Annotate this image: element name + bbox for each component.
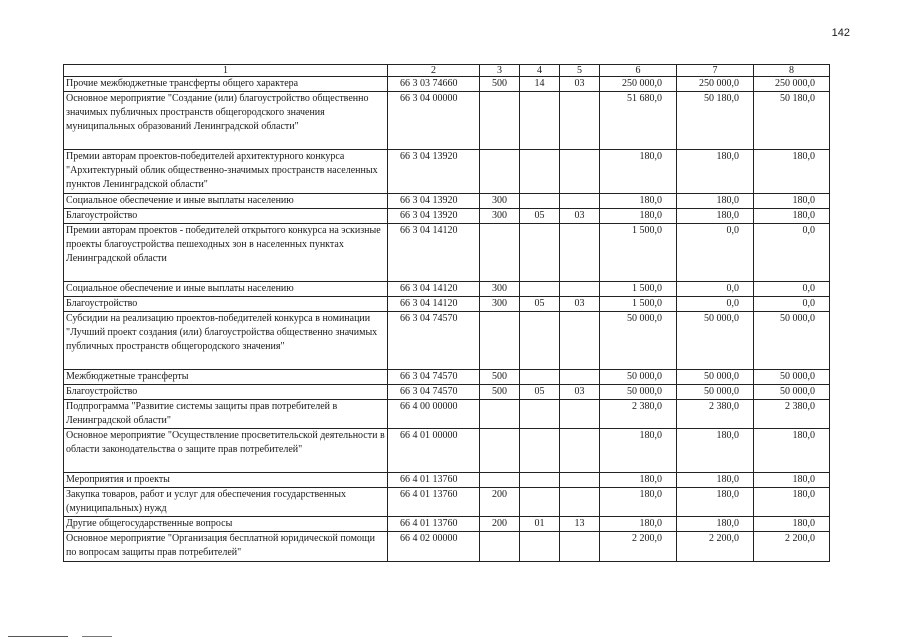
row-amount-col7: 0,0 xyxy=(677,282,754,297)
row-amount-col6: 250 000,0 xyxy=(600,77,677,92)
row-amount-col8: 2 380,0 xyxy=(754,400,830,429)
table-row xyxy=(64,297,830,312)
row-code: 66 4 00 00000 xyxy=(388,400,480,429)
row-amount-col7: 180,0 xyxy=(677,150,754,194)
row-amount-col7: 50 180,0 xyxy=(677,92,754,150)
table-row xyxy=(64,312,830,370)
header-cell-1: 1 xyxy=(64,65,388,77)
row-section xyxy=(520,488,560,517)
header-row xyxy=(64,65,830,77)
row-code: 66 3 04 74570 xyxy=(388,312,480,370)
row-amount-col6: 1 500,0 xyxy=(600,224,677,282)
row-section: 05 xyxy=(520,209,560,224)
row-amount-col6: 180,0 xyxy=(600,517,677,532)
table-body xyxy=(64,65,830,562)
row-amount-col6: 50 000,0 xyxy=(600,370,677,385)
row-amount-col8: 50 000,0 xyxy=(754,312,830,370)
budget-table xyxy=(63,64,830,562)
row-expense-type: 500 xyxy=(480,385,520,400)
row-section xyxy=(520,194,560,209)
table-row xyxy=(64,282,830,297)
row-amount-col7: 250 000,0 xyxy=(677,77,754,92)
row-section xyxy=(520,473,560,488)
row-name: Премии авторам проектов - победителей открытого конкурса на эскизные проекты благоустройства пешеходных зон в населенных пунктах Ленинградской области xyxy=(64,224,388,282)
row-expense-type xyxy=(480,92,520,150)
row-expense-type: 500 xyxy=(480,77,520,92)
row-expense-type xyxy=(480,224,520,282)
row-subsection xyxy=(560,92,600,150)
table-row xyxy=(64,532,830,562)
row-code: 66 3 04 13920 xyxy=(388,209,480,224)
row-amount-col6: 50 000,0 xyxy=(600,385,677,400)
row-section: 05 xyxy=(520,297,560,312)
row-subsection xyxy=(560,150,600,194)
table-row xyxy=(64,385,830,400)
row-expense-type xyxy=(480,400,520,429)
row-amount-col8: 180,0 xyxy=(754,517,830,532)
row-section xyxy=(520,429,560,473)
table-row xyxy=(64,488,830,517)
row-amount-col7: 180,0 xyxy=(677,429,754,473)
header-cell-2: 2 xyxy=(388,65,480,77)
row-amount-col6: 180,0 xyxy=(600,473,677,488)
row-amount-col8: 50 000,0 xyxy=(754,370,830,385)
row-expense-type: 200 xyxy=(480,517,520,532)
row-expense-type xyxy=(480,532,520,562)
row-amount-col6: 51 680,0 xyxy=(600,92,677,150)
row-amount-col8: 180,0 xyxy=(754,473,830,488)
row-amount-col7: 180,0 xyxy=(677,517,754,532)
row-amount-col6: 180,0 xyxy=(600,209,677,224)
row-amount-col6: 180,0 xyxy=(600,194,677,209)
footer-rule xyxy=(8,636,68,637)
row-code: 66 3 04 74570 xyxy=(388,385,480,400)
row-section xyxy=(520,282,560,297)
row-amount-col7: 2 380,0 xyxy=(677,400,754,429)
row-code: 66 4 02 00000 xyxy=(388,532,480,562)
row-amount-col7: 180,0 xyxy=(677,194,754,209)
table-row xyxy=(64,92,830,150)
row-amount-col7: 180,0 xyxy=(677,473,754,488)
row-amount-col6: 2 380,0 xyxy=(600,400,677,429)
table-row xyxy=(64,224,830,282)
row-amount-col8: 0,0 xyxy=(754,224,830,282)
row-subsection xyxy=(560,312,600,370)
row-code: 66 3 04 14120 xyxy=(388,282,480,297)
row-name: Социальное обеспечение и иные выплаты населению xyxy=(64,282,388,297)
row-section xyxy=(520,150,560,194)
row-amount-col7: 180,0 xyxy=(677,488,754,517)
table-row xyxy=(64,150,830,194)
row-code: 66 4 01 13760 xyxy=(388,488,480,517)
row-subsection xyxy=(560,370,600,385)
row-code: 66 3 04 14120 xyxy=(388,224,480,282)
row-amount-col7: 0,0 xyxy=(677,297,754,312)
row-subsection: 03 xyxy=(560,209,600,224)
header-cell-4: 4 xyxy=(520,65,560,77)
row-amount-col8: 2 200,0 xyxy=(754,532,830,562)
row-amount-col8: 180,0 xyxy=(754,194,830,209)
row-code: 66 4 01 00000 xyxy=(388,429,480,473)
row-name: Подпрограмма "Развитие системы защиты прав потребителей в Ленинградской области" xyxy=(64,400,388,429)
row-section: 05 xyxy=(520,385,560,400)
row-section: 01 xyxy=(520,517,560,532)
row-subsection xyxy=(560,400,600,429)
row-subsection xyxy=(560,473,600,488)
header-cell-7: 7 xyxy=(677,65,754,77)
row-amount-col7: 2 200,0 xyxy=(677,532,754,562)
row-code: 66 3 03 74660 xyxy=(388,77,480,92)
row-amount-col7: 50 000,0 xyxy=(677,370,754,385)
row-name: Прочие межбюджетные трансферты общего характера xyxy=(64,77,388,92)
row-amount-col8: 0,0 xyxy=(754,297,830,312)
row-amount-col8: 250 000,0 xyxy=(754,77,830,92)
row-amount-col6: 50 000,0 xyxy=(600,312,677,370)
row-section xyxy=(520,400,560,429)
row-subsection xyxy=(560,194,600,209)
row-amount-col7: 50 000,0 xyxy=(677,385,754,400)
row-name: Мероприятия и проекты xyxy=(64,473,388,488)
table-row xyxy=(64,517,830,532)
row-code: 66 4 01 13760 xyxy=(388,517,480,532)
row-name: Основное мероприятие "Создание (или) благоустройство общественно значимых публичных пространств общегородского значения муниципальных образований Ленинградской области" xyxy=(64,92,388,150)
row-amount-col7: 0,0 xyxy=(677,224,754,282)
row-amount-col8: 180,0 xyxy=(754,209,830,224)
row-section xyxy=(520,224,560,282)
table-row xyxy=(64,473,830,488)
row-amount-col7: 50 000,0 xyxy=(677,312,754,370)
row-expense-type: 300 xyxy=(480,297,520,312)
row-code: 66 3 04 00000 xyxy=(388,92,480,150)
header-cell-3: 3 xyxy=(480,65,520,77)
row-expense-type xyxy=(480,429,520,473)
row-subsection xyxy=(560,429,600,473)
row-code: 66 3 04 14120 xyxy=(388,297,480,312)
table-row xyxy=(64,429,830,473)
row-amount-col8: 50 000,0 xyxy=(754,385,830,400)
row-amount-col8: 0,0 xyxy=(754,282,830,297)
table-row xyxy=(64,194,830,209)
row-subsection: 03 xyxy=(560,77,600,92)
row-code: 66 3 04 13920 xyxy=(388,150,480,194)
row-section xyxy=(520,370,560,385)
row-section xyxy=(520,92,560,150)
table-row xyxy=(64,370,830,385)
row-subsection: 03 xyxy=(560,385,600,400)
row-amount-col8: 50 180,0 xyxy=(754,92,830,150)
row-name: Межбюджетные трансферты xyxy=(64,370,388,385)
row-amount-col8: 180,0 xyxy=(754,429,830,473)
row-subsection: 13 xyxy=(560,517,600,532)
row-amount-col7: 180,0 xyxy=(677,209,754,224)
row-amount-col8: 180,0 xyxy=(754,150,830,194)
row-amount-col6: 180,0 xyxy=(600,429,677,473)
header-cell-8: 8 xyxy=(754,65,830,77)
row-amount-col6: 1 500,0 xyxy=(600,282,677,297)
table-row xyxy=(64,77,830,92)
row-name: Премии авторам проектов-победителей архитектурного конкурса "Архитектурный облик общественно-значимых пространств населенных пунктов Ленинградской области" xyxy=(64,150,388,194)
row-amount-col6: 180,0 xyxy=(600,488,677,517)
row-subsection xyxy=(560,224,600,282)
row-subsection: 03 xyxy=(560,297,600,312)
row-amount-col8: 180,0 xyxy=(754,488,830,517)
row-expense-type: 300 xyxy=(480,194,520,209)
row-name: Закупка товаров, работ и услуг для обеспечения государственных (муниципальных) нужд xyxy=(64,488,388,517)
row-code: 66 3 04 13920 xyxy=(388,194,480,209)
row-name: Другие общегосударственные вопросы xyxy=(64,517,388,532)
header-cell-6: 6 xyxy=(600,65,677,77)
row-expense-type: 300 xyxy=(480,282,520,297)
page-number: 142 xyxy=(831,27,850,39)
row-expense-type: 200 xyxy=(480,488,520,517)
row-name: Основное мероприятие "Осуществление просветительской деятельности в области законодательства о защите прав потребителей" xyxy=(64,429,388,473)
row-expense-type: 500 xyxy=(480,370,520,385)
row-name: Основное мероприятие "Организация бесплатной юридической помощи по вопросам защиты прав потребителей" xyxy=(64,532,388,562)
row-subsection xyxy=(560,532,600,562)
row-name: Благоустройство xyxy=(64,209,388,224)
table-row xyxy=(64,400,830,429)
table-row xyxy=(64,209,830,224)
row-name: Благоустройство xyxy=(64,297,388,312)
row-name: Социальное обеспечение и иные выплаты населению xyxy=(64,194,388,209)
row-subsection xyxy=(560,488,600,517)
row-amount-col6: 2 200,0 xyxy=(600,532,677,562)
row-amount-col6: 180,0 xyxy=(600,150,677,194)
header-cell-5: 5 xyxy=(560,65,600,77)
row-name: Субсидии на реализацию проектов-победителей конкурса в номинации "Лучший проект создания (или) благоустройства общественно значимых публичных пространств общегородского значения" xyxy=(64,312,388,370)
row-name: Благоустройство xyxy=(64,385,388,400)
footer-rule-short xyxy=(82,636,112,637)
row-code: 66 4 01 13760 xyxy=(388,473,480,488)
row-amount-col6: 1 500,0 xyxy=(600,297,677,312)
row-expense-type: 300 xyxy=(480,209,520,224)
row-section xyxy=(520,532,560,562)
row-expense-type xyxy=(480,473,520,488)
row-expense-type xyxy=(480,150,520,194)
row-code: 66 3 04 74570 xyxy=(388,370,480,385)
row-section xyxy=(520,312,560,370)
row-subsection xyxy=(560,282,600,297)
row-section: 14 xyxy=(520,77,560,92)
row-expense-type xyxy=(480,312,520,370)
